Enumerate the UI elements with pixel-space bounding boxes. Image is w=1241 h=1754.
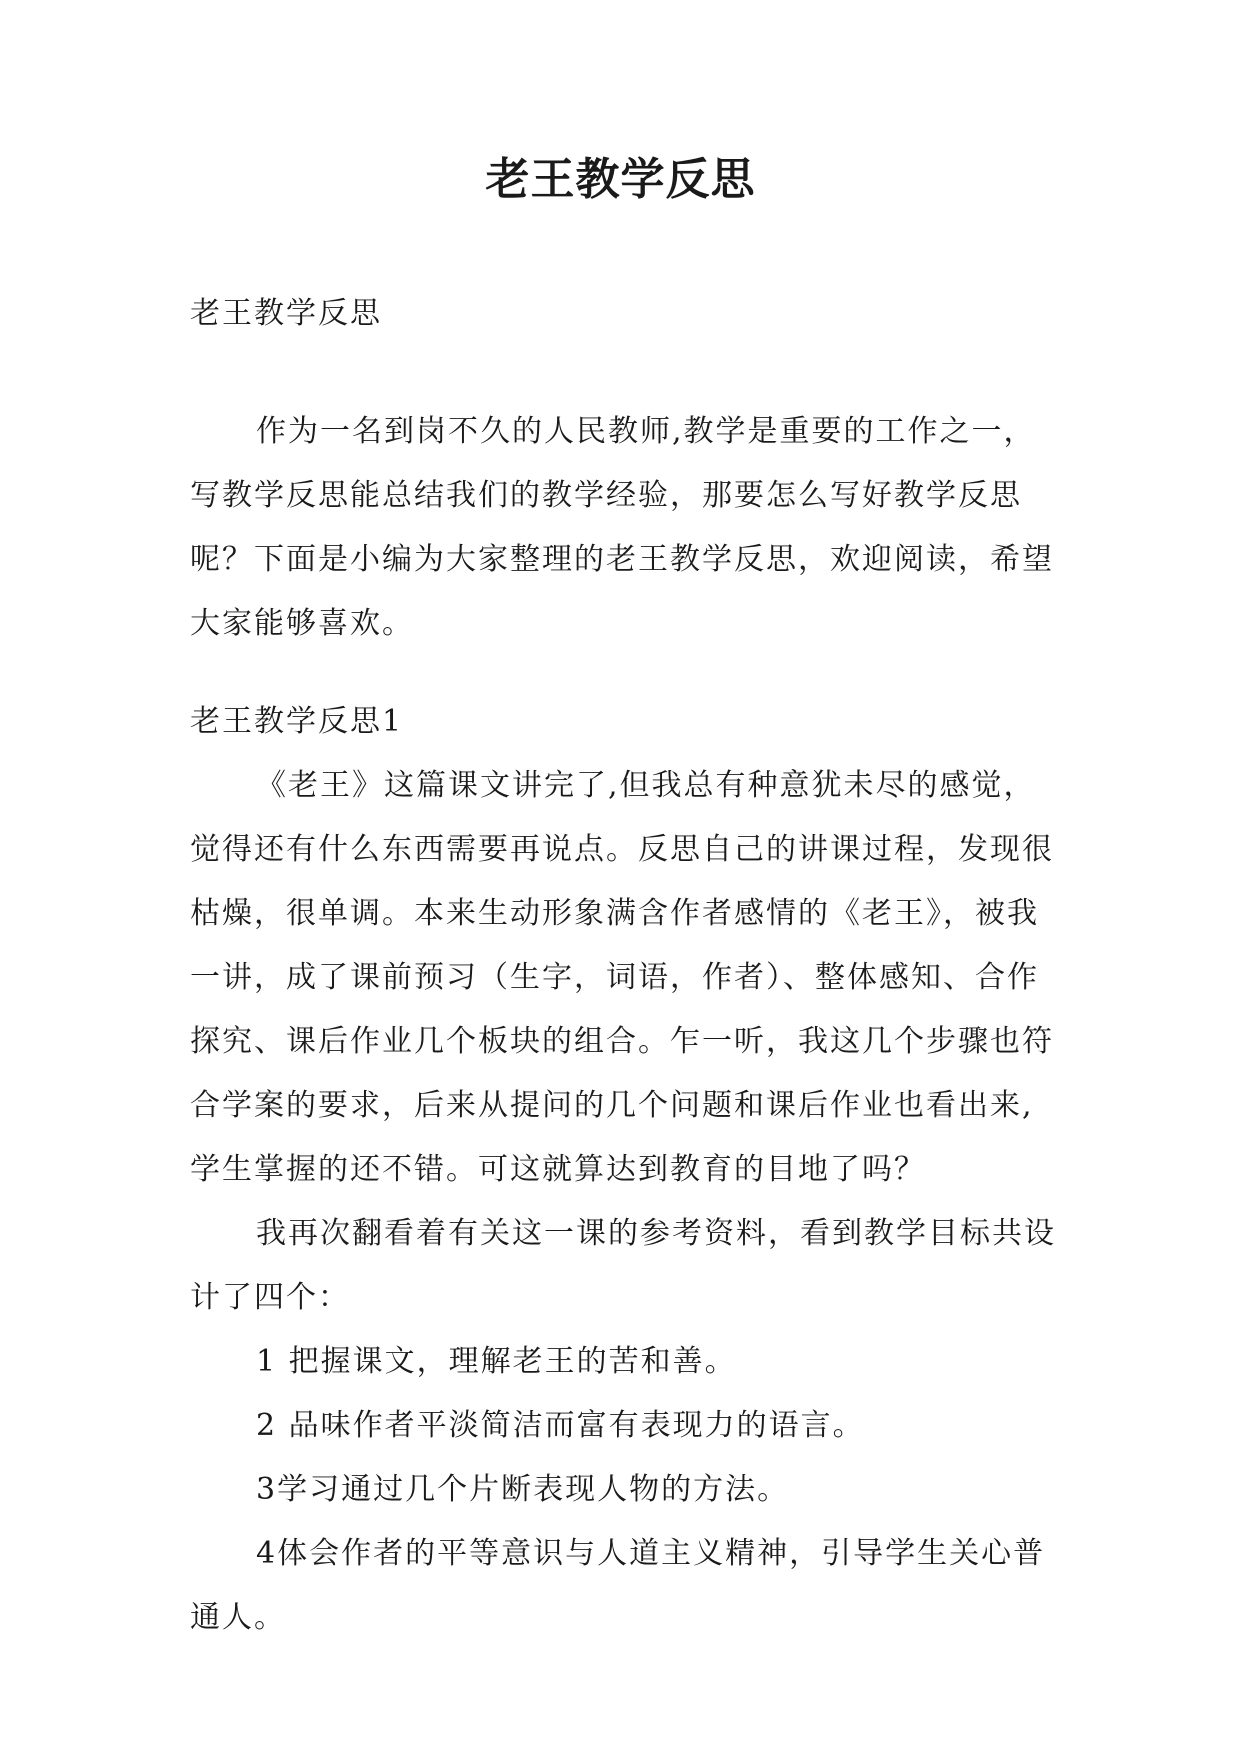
subtitle-text: 老王教学反思 xyxy=(190,296,382,331)
intro-paragraph-block xyxy=(190,400,1060,656)
goal-item: 3学习通过几个片断表现人物的方法。 xyxy=(256,1472,790,1507)
section-heading: 老王教学反思1 xyxy=(190,704,404,739)
goal-item: 2 品味作者平淡简洁而富有表现力的语言。 xyxy=(256,1408,865,1443)
document-subtitle xyxy=(190,282,1060,346)
section-body xyxy=(190,754,1060,1650)
intro-paragraph: 作为一名到岗不久的人民教师,教学是重要的工作之一，写教学反思能总结我们的教学经验，那要怎么写好教学反思呢？下面是小编为大家整理的老王教学反思，欢迎阅读，希望大家能够喜欢。 xyxy=(190,414,1054,641)
section-heading-block xyxy=(190,690,1060,754)
goal-item: 4体会作者的平等意识与人道主义精神，引导学生关心普通人。 xyxy=(190,1536,1046,1635)
body-paragraph: 《老王》这篇课文讲完了,但我总有种意犹未尽的感觉，觉得还有什么东西需要再说点。反思自己的讲课过程，发现很枯燥，很单调。本来生动形象满含作者感情的《老王》，被我一讲，成了课前预习（生字，词语，作者）、整体感知、合作探究、课后作业几个板块的组合。乍一听，我这几个步骤也符合学案的要求，后来从提问的几个问题和课后作业也看出来,学生掌握的还不错。可这就算达到教育的目地了吗？ xyxy=(190,768,1054,1187)
body-paragraph: 我再次翻看着有关这一课的参考资料，看到教学目标共设计了四个： xyxy=(190,1216,1056,1315)
goal-item: 1 把握课文，理解老王的苦和善。 xyxy=(256,1344,737,1379)
document-title: 老王教学反思 xyxy=(485,154,756,205)
